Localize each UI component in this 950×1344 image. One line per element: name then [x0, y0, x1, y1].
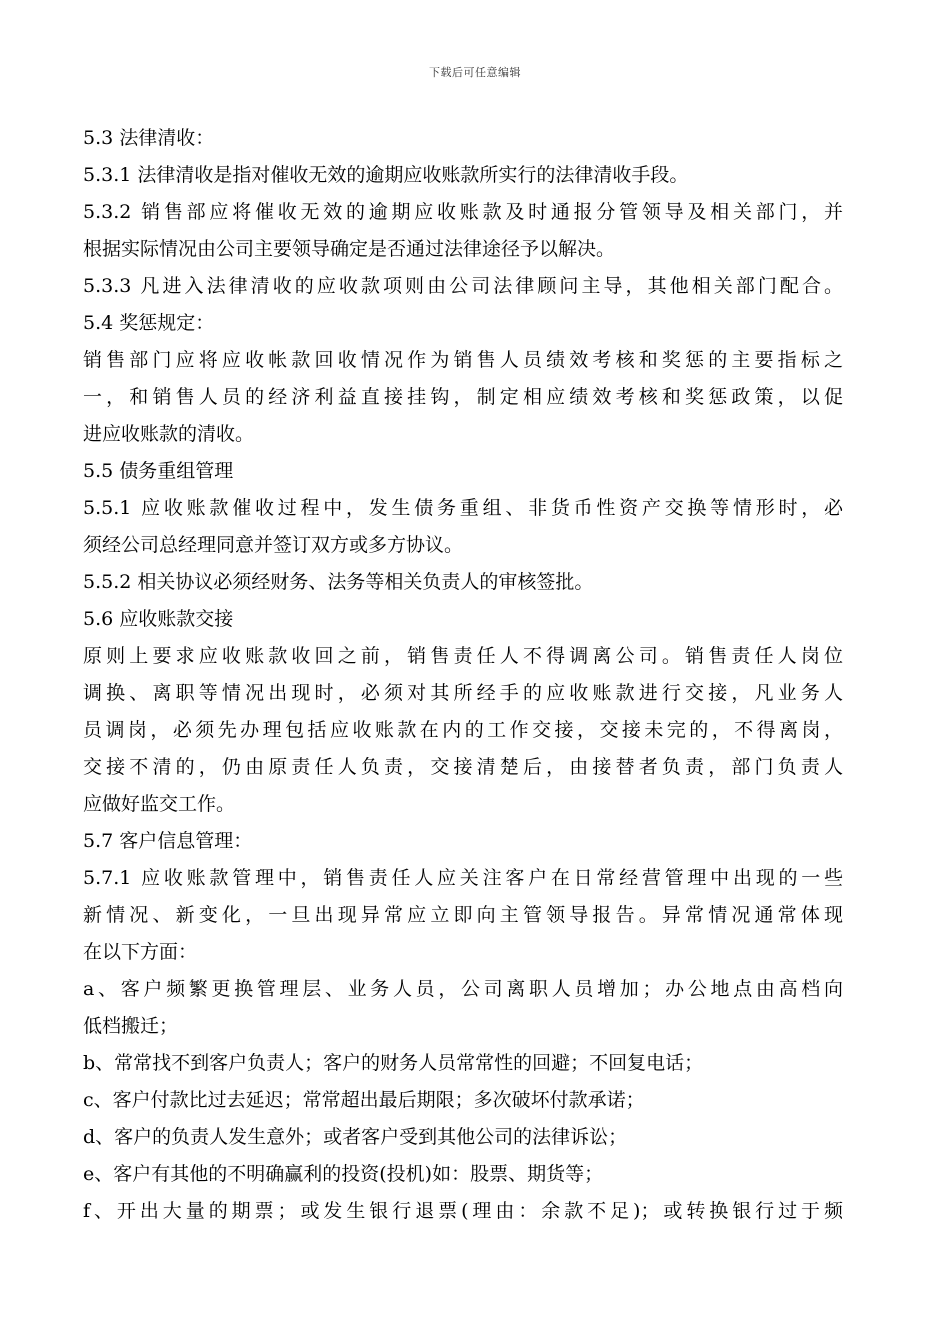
text-line: 5.6 应收账款交接	[83, 608, 234, 630]
text-line: 原则上要求应收账款收回之前，销售责任人不得调离公司。销售责任人岗位	[83, 645, 843, 667]
page-header: 下载后可任意编辑	[429, 66, 521, 79]
text-line: 根据实际情况由公司主要领导确定是否通过法律途径予以解决。	[83, 238, 616, 260]
document-body	[83, 120, 843, 1230]
text-line: 5.5 债务重组管理	[83, 460, 234, 482]
text-line: c、客户付款比过去延迟；常常超出最后期限；多次破坏付款承诺；	[83, 1089, 645, 1111]
text-line: 进应收账款的清收。	[83, 423, 255, 445]
text-line: 5.5.2 相关协议必须经财务、法务等相关负责人的审核签批。	[83, 571, 594, 593]
text-line: 5.3 法律清收：	[83, 127, 215, 149]
text-line: 一，和销售人员的经济利益直接挂钩，制定相应绩效考核和奖惩政策，以促	[83, 386, 843, 408]
text-line: 5.7 客户信息管理：	[83, 830, 253, 852]
text-line: 5.3.1 法律清收是指对催收无效的逾期应收账款所实行的法律清收手段。	[83, 164, 689, 186]
text-line: 5.3.2 销售部应将催收无效的逾期应收账款及时通报分管领导及相关部门，并	[83, 201, 843, 223]
text-line: a、客户频繁更换管理层、业务人员，公司离职人员增加；办公地点由高档向	[83, 978, 843, 1000]
text-line: b、常常找不到客户负责人；客户的财务人员常常性的回避；不回复电话；	[83, 1052, 704, 1074]
text-line: 员调岗，必须先办理包括应收账款在内的工作交接，交接未完的，不得离岗，	[83, 719, 843, 741]
text-line: 应做好监交工作。	[83, 793, 236, 815]
text-line: 5.4 奖惩规定：	[83, 312, 215, 334]
text-line: d、客户的负责人发生意外；或者客户受到其他公司的法律诉讼；	[83, 1126, 628, 1148]
text-line: 在以下方面：	[83, 941, 198, 963]
text-line: 5.3.3 凡进入法律清收的应收款项则由公司法律顾问主导，其他相关部门配合。	[83, 275, 843, 297]
text-line: 调换、离职等情况出现时，必须对其所经手的应收账款进行交接，凡业务人	[83, 682, 843, 704]
text-line: 新情况、新变化，一旦出现异常应立即向主管领导报告。异常情况通常体现	[83, 904, 843, 926]
text-line: e、客户有其他的不明确赢利的投资(投机)如：股票、期货等；	[83, 1163, 604, 1185]
text-line: 须经公司总经理同意并签订双方或多方协议。	[83, 534, 464, 556]
text-line: 销售部门应将应收帐款回收情况作为销售人员绩效考核和奖惩的主要指标之	[83, 349, 843, 371]
text-line: 5.7.1 应收账款管理中，销售责任人应关注客户在日常经营管理中出现的一些	[83, 867, 843, 889]
text-line: f、开出大量的期票；或发生银行退票(理由：余款不足)；或转换银行过于频	[83, 1200, 843, 1222]
text-line: 低档搬迁；	[83, 1015, 179, 1037]
text-line: 5.5.1 应收账款催收过程中，发生债务重组、非货币性资产交换等情形时，必	[83, 497, 843, 519]
text-line: 交接不清的，仍由原责任人负责，交接清楚后，由接替者负责，部门负责人	[83, 756, 843, 778]
